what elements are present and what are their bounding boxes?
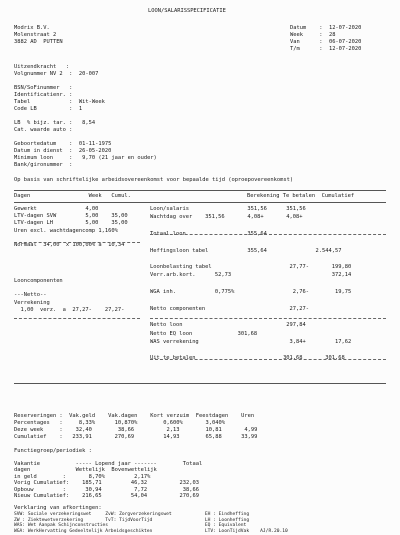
- reserveringen-row: Deze week : 32,40 38,66 2,13 10,81 4,99: [14, 427, 258, 433]
- abbreviation-row: WAS: Wet Aanpak Schijnconstructies EQ : Equivalent: [14, 523, 247, 529]
- abbreviations-title: Verklaring van afkortingen:: [14, 505, 102, 511]
- reserveringen-header: Reserveringen : Vak.geld Vak.dagen Kort verzuim Feestdagen Uren: [14, 413, 255, 419]
- calculation-row: Wachtdag over 351,56 4,08+ 4,08+: [150, 214, 303, 221]
- vakantie-row: Nieuw Cumulatief: 216,65 54,04 270,69: [14, 493, 199, 500]
- calculation-row: Verr.arb.kort. 52,73 372,14: [150, 272, 352, 279]
- employee-field-row: Tabel : Wit-Week: [14, 99, 105, 105]
- employee-field-row: Uitzendkracht :: [14, 64, 70, 70]
- document-title: LOON/SALARISSPECIFICATIE: [148, 8, 226, 14]
- calculation-row: Heffingsloon tabel 355,64 2.544,57: [150, 247, 342, 254]
- main-table-top-rule: [14, 190, 386, 191]
- main-table-header-rule: [14, 202, 386, 203]
- days-row: LTV-dagen SVW 5,00 35,00: [14, 213, 128, 220]
- days-row: Gewerkt 4,00: [14, 206, 99, 212]
- days-row: Looncomponenten: [14, 278, 63, 284]
- calculation-row: Netto EQ loon 301,68: [150, 330, 258, 337]
- calculation-row: WAS verrekening 3,84+ 17,62: [150, 338, 352, 345]
- company-name: Modrix B.V.: [14, 25, 50, 31]
- abbreviation-row: SVW: Sociale verzekeringswet ZvW: Zorgverzekeringswet EH : Eindheffing: [14, 512, 250, 517]
- employee-field-row: Minimum loon : 9,70 (21 jaar en ouder): [14, 155, 157, 161]
- header-van: Van : 06-07-2020: [290, 39, 362, 45]
- header-tm: T/m : 12-07-2020: [290, 46, 362, 52]
- contract-basis-line: Op basis van schriftelijke arbeidsovereenkomst voor bepaalde tijd (oproepovereenkomst): [14, 177, 294, 183]
- main-table-bottom-rule: [14, 383, 386, 384]
- calculation-row: Loon/salaris 351,56 351,56: [150, 206, 306, 212]
- company-street: Molenstraat 2: [14, 32, 57, 38]
- vakantie-row: in geld : 8,70% 2,17%: [14, 474, 151, 480]
- main-header-left: Dagen Week Cumul.: [14, 193, 131, 199]
- employee-field-row: Bank/gironummer :: [14, 162, 73, 168]
- right-separator-3: [150, 359, 386, 360]
- abbreviation-row: WGA: WerkHervatting Gedeeltelijk Arbeidsgeschikten LTV: LoonTijdVak AJ/R.20.10: [14, 528, 288, 534]
- calculation-row: Loonbelasting tabel 27,77- 199,80: [150, 264, 352, 271]
- calculation-row: WGA inh. 0,775% 2,76- 19,75: [150, 289, 352, 295]
- vakantie-row: Opbouw : 30,94 7,72 38,66: [14, 486, 199, 493]
- abbreviation-row: ZW : Ziektewetverzekering TvT: TijdVoorTijd LH : Loonheffing: [14, 517, 250, 523]
- reserveringen-row: Cumulatief : 233,91 270,69 14,93 65,88 33,99: [14, 434, 258, 440]
- company-city: 3882 AD PUTTEN: [14, 39, 63, 45]
- employee-field-row: BSN/SoFinummer :: [14, 85, 73, 91]
- calculation-row: Netto loon 297,84: [150, 322, 306, 329]
- employee-field-row: Identificatienr. :: [14, 92, 73, 98]
- employee-field-row: Cat. waarde auto :: [14, 127, 73, 133]
- calculation-row: Totaal loon 355,64: [150, 230, 267, 237]
- vakantie-header-1: Vakantie ----- Lopend jaar ------- Totaal: [14, 461, 203, 467]
- days-row: Normaal 34,00 x 100,00% a 10,34: [14, 242, 125, 248]
- days-row: LTV-dagen LH 5,00 35,00: [14, 220, 128, 227]
- employee-field-row: Datum in dienst : 26-05-2020: [14, 148, 112, 154]
- employee-field-row: Code LB : 1: [14, 106, 83, 112]
- reserveringen-row: Percentages : 8,33% 10,870% 0,600% 3,040%: [14, 420, 225, 426]
- employee-field-row: LB % bijz. tar. : 8,54: [14, 120, 96, 126]
- calculation-row: Netto componenten 27,27-: [150, 305, 310, 312]
- left-separator-1: [14, 242, 140, 243]
- calculation-row: Uit te betalen 301,68 301,68: [150, 355, 345, 362]
- employee-field-row: Volgnummer NV 2 : 20-007: [14, 71, 99, 77]
- days-row: ---Netto--: [14, 292, 47, 299]
- vakantie-header-2: dagen Wettelijk Bovenwettelijk: [14, 467, 157, 473]
- employee-field-row: Geboortedatum : 01-11-1975: [14, 141, 112, 147]
- vakantie-row: Vorig Cumulatief: 185,71 46,32 232,03: [14, 480, 199, 487]
- header-week: Week : 28: [290, 32, 336, 38]
- functiegroep-label: Functiegroep/periodiek :: [14, 448, 92, 454]
- right-separator-2: [150, 318, 386, 319]
- days-row: Verrekening: [14, 299, 50, 306]
- days-row: Uren excl. wachtdagencomp 1,160%: [14, 227, 118, 234]
- left-separator-2: [14, 318, 140, 319]
- right-separator-1: [150, 234, 386, 235]
- header-datum: Datum : 12-07-2020: [290, 25, 362, 31]
- days-row: 1,00 verz. a 27,27- 27,27-: [14, 306, 125, 313]
- main-header-right: Berekening Te betalen Cumulatief: [247, 193, 355, 199]
